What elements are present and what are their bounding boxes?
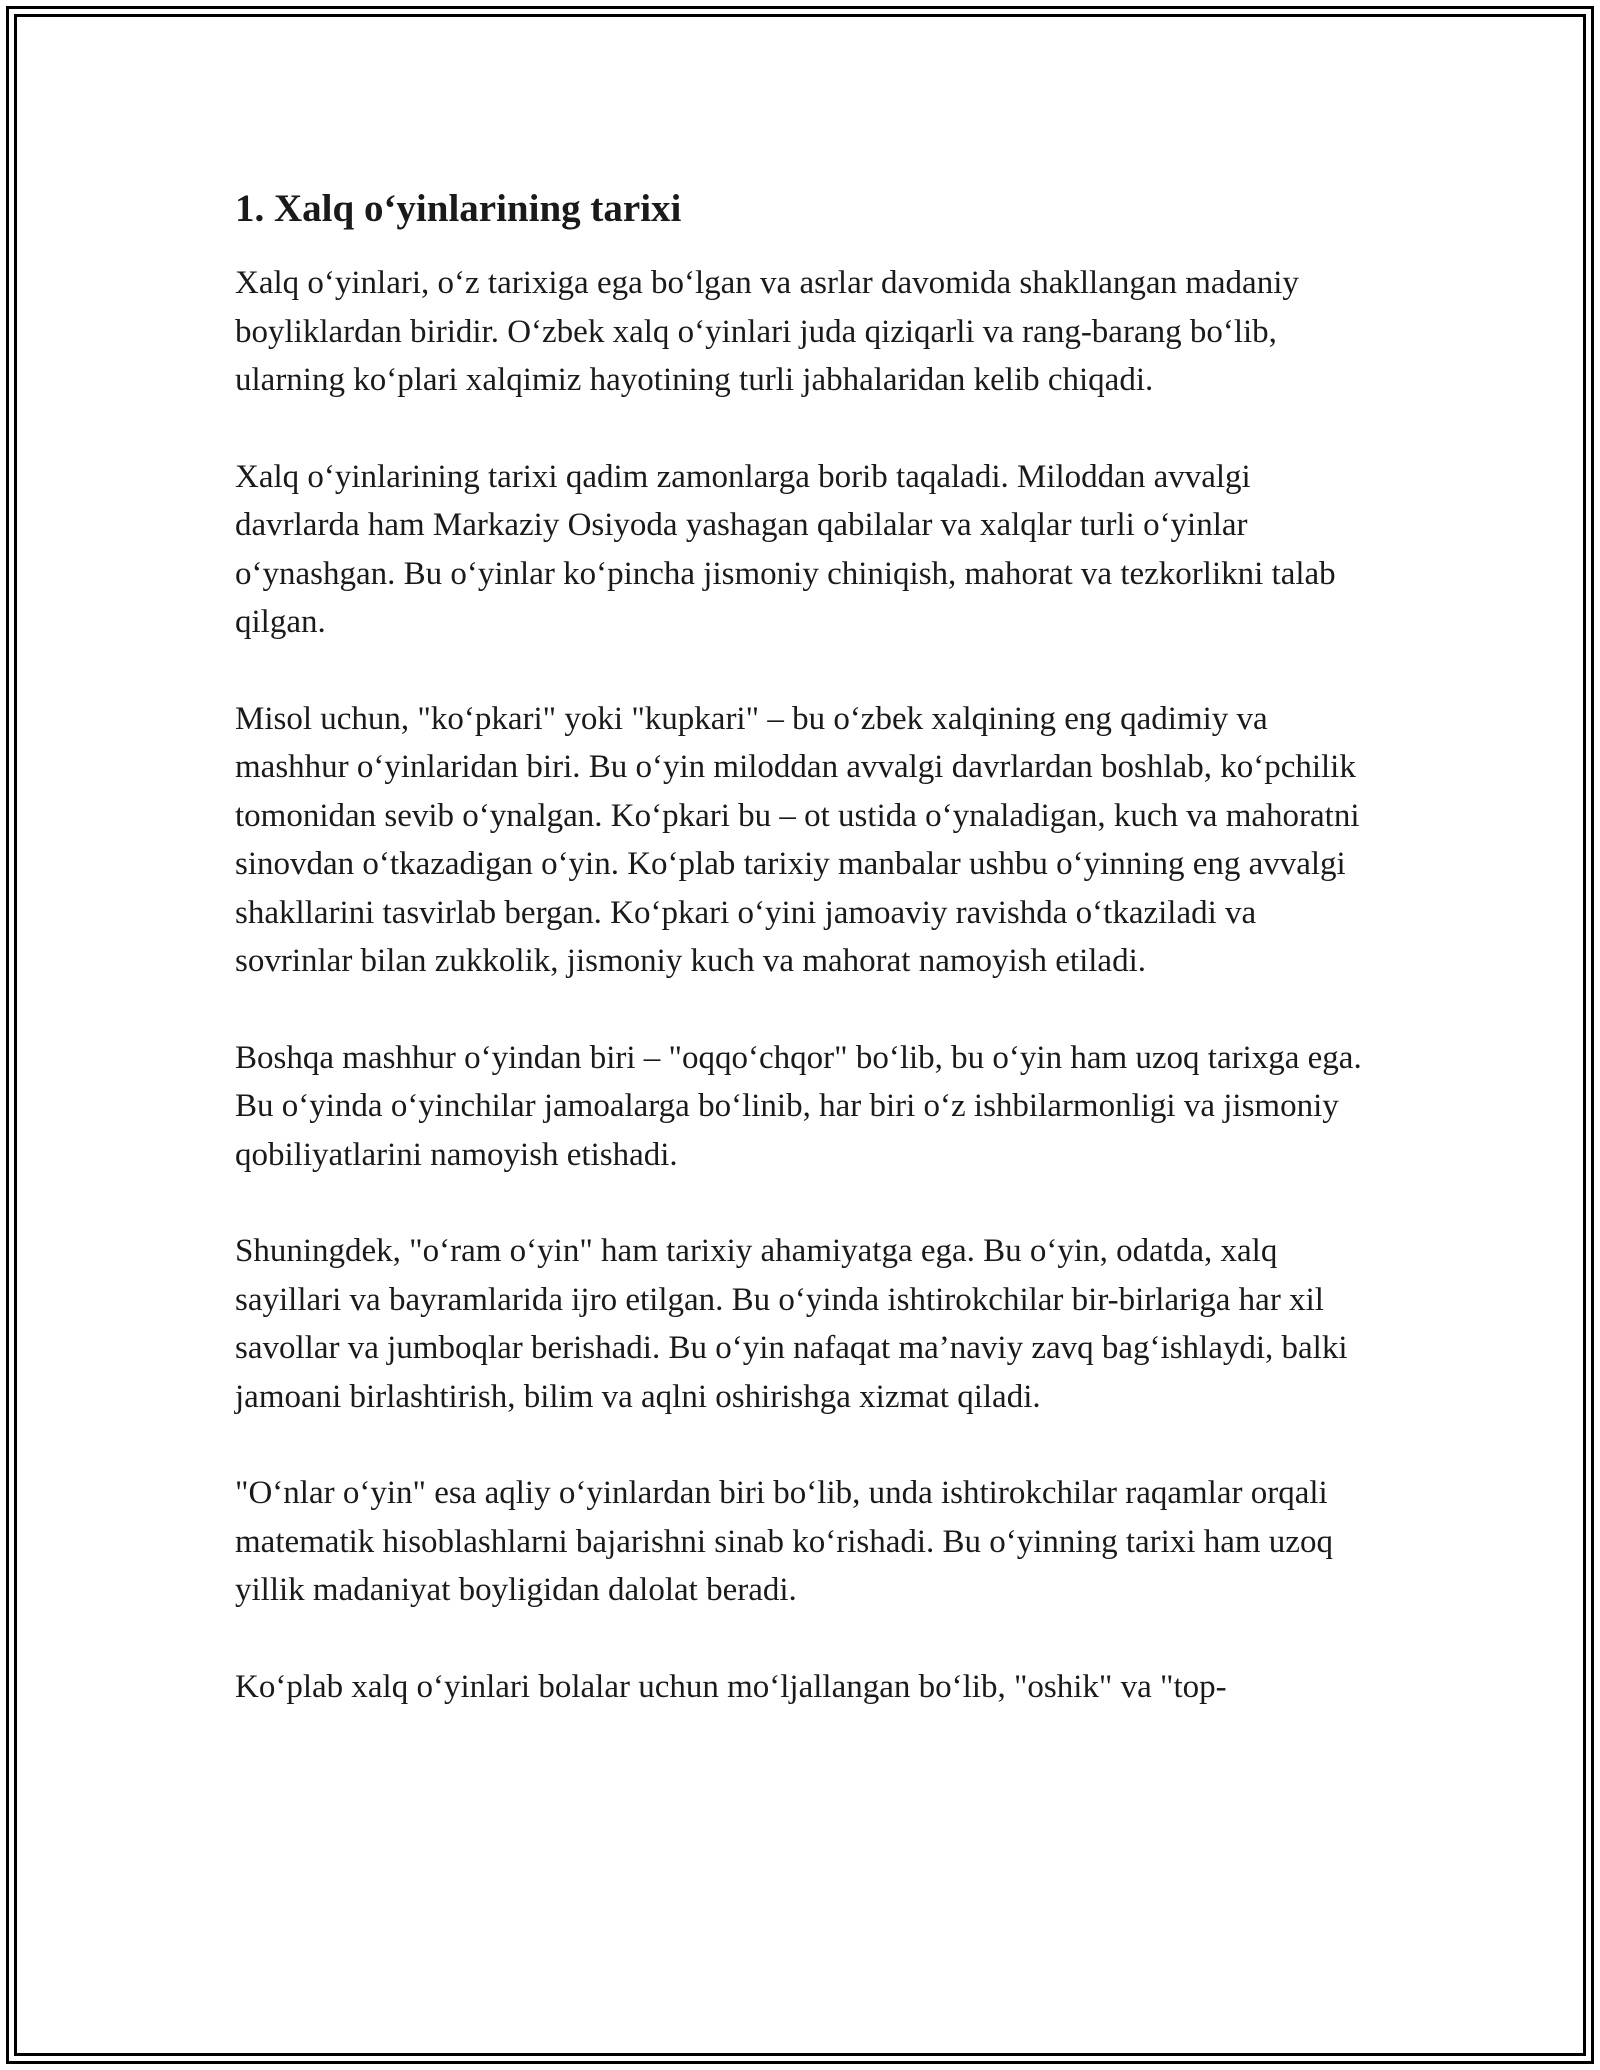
paragraph-4: Boshqa mashhur o‘yindan biri – "oqqo‘chqor" bo‘lib, bu o‘yin ham uzoq tarixga ega. Bu o‘yinda o‘yinchilar jamoalarga bo‘linib, har biri o‘z ishbilarmonligi va jismoniy qobiliyatlarini namoyish etishadi.: [235, 1039, 1362, 1173]
paragraph-5: Shuningdek, "o‘ram o‘yin" ham tarixiy ahamiyatga ega. Bu o‘yin, odatda, xalq sayillari va bayramlarida ijro etilgan. Bu o‘yinda ishtirokchilar bir-birlariga har xil savollar va jumboqlar berishadi. Bu o‘yin nafaqat ma’naviy zavq bag‘ishlaydi, balki jamoani birlashtirish, bilim va aqlni oshirishga xizmat qiladi.: [235, 1233, 1348, 1415]
section-heading: 1. Xalq o‘yinlarining tarixi: [235, 187, 682, 230]
paragraph-3: Misol uchun, "ko‘pkari" yoki "kupkari" – bu o‘zbek xalqining eng qadimiy va mashhur o‘yinlaridan biri. Bu o‘yin miloddan avvalgi davrlardan boshlab, ko‘pchilik tomonidan sevib o‘ynalgan. Ko‘pkari bu – ot ustida o‘ynaladigan, kuch va mahoratni sinovdan o‘tkazadigan o‘yin. Ko‘plab tarixiy manbalar ushbu o‘yinning eng avvalgi shakllarini tasvirlab bergan. Ko‘pkari o‘yini jamoaviy ravishda o‘tkaziladi va sovrinlar bilan zukkolik, jismoniy kuch va mahorat namoyish etiladi.: [235, 700, 1360, 979]
paragraph-1: Xalq o‘yinlari, o‘z tarixiga ega bo‘lgan va asrlar davomida shakllangan madaniy boyliklardan biridir. O‘zbek xalq o‘yinlari juda qiziqarli va rang-barang bo‘lib, ularning ko‘plari xalqimiz hayotining turli jabhalaridan kelib chiqadi.: [235, 265, 1299, 398]
paragraph-2: Xalq o‘yinlarining tarixi qadim zamonlarga borib taqaladi. Miloddan avvalgi davrlarda ham Markaziy Osiyoda yashagan qabilalar va xalqlar turli o‘yinlar o‘ynashgan. Bu o‘yinlar ko‘pincha jismoniy chiniqish, mahorat va tezkorlikni talab qilgan.: [235, 458, 1336, 640]
paragraph-7: Ko‘plab xalq o‘yinlari bolalar uchun mo‘ljallangan bo‘lib, "oshik" va "top-: [235, 1668, 1227, 1705]
document-body: [235, 185, 1375, 1759]
paragraph-6: "O‘nlar o‘yin" esa aqliy o‘yinlardan biri bo‘lib, unda ishtirokchilar raqamlar orqali matematik hisoblashlarni bajarishni sinab ko‘rishadi. Bu o‘yinning tarixi ham uzoq yillik madaniyat boyligidan dalolat beradi.: [235, 1475, 1333, 1608]
